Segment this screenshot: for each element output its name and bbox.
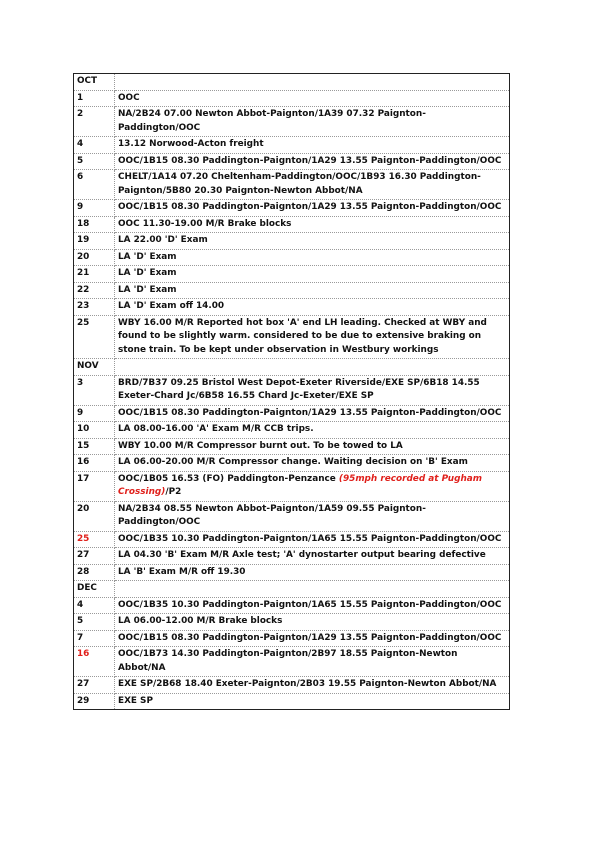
working-cell [115, 438, 510, 455]
log-row [74, 647, 510, 677]
working-text: OOC [118, 92, 140, 103]
log-row [74, 501, 510, 531]
working-cell [115, 107, 510, 137]
working-cell [115, 137, 510, 154]
day-cell: 9 [74, 405, 115, 422]
day-cell: 20 [74, 501, 115, 531]
log-row [74, 200, 510, 217]
log-row [74, 137, 510, 154]
day-cell: 23 [74, 299, 115, 316]
day-cell: 20 [74, 249, 115, 266]
log-row [74, 170, 510, 200]
day-cell: 7 [74, 630, 115, 647]
month-header-row [74, 581, 510, 598]
day-cell: 4 [74, 137, 115, 154]
working-text: LA 'D' Exam [118, 251, 177, 262]
working-text: BRD/7B37 09.25 Bristol West Depot-Exeter Riverside/EXE SP/6B18 14.55 Exeter-Chard Jc/6B58 16.55 Chard Jc-Exeter/EXE SP [118, 377, 480, 401]
day-cell: 22 [74, 282, 115, 299]
working-text: OOC/1B15 08.30 Paddington-Paignton/1A29 13.55 Paignton-Paddington/OOC [118, 407, 502, 418]
working-text: LA 22.00 'D' Exam [118, 235, 208, 245]
log-row [74, 564, 510, 581]
working-text: OOC/1B05 16.53 (FO) Paddington-Penzance [118, 473, 339, 484]
working-cell [115, 249, 510, 266]
log-row [74, 405, 510, 422]
working-cell [115, 581, 510, 598]
working-text: WBY 10.00 M/R Compressor burnt out. To be towed to LA [118, 440, 403, 451]
log-row [74, 282, 510, 299]
working-text: CHELT/1A14 07.20 Cheltenham-Paddington/OOC/1B93 16.30 Paddington-Paignton/5B80 20.30 Paignton-Newton Abbot/NA [118, 172, 481, 196]
day-cell: 9 [74, 200, 115, 217]
working-cell [115, 422, 510, 439]
log-row [74, 153, 510, 170]
working-text: LA 'B' Exam M/R off 19.30 [118, 566, 246, 577]
month-label: OCT [74, 74, 115, 91]
working-cell [115, 630, 510, 647]
working-text: LA 08.00-16.00 'A' Exam M/R CCB trips. [118, 424, 314, 434]
working-text: NA/2B34 08.55 Newton Abbot-Paignton/1A59 09.55 Paignton-Paddington/OOC [118, 503, 426, 527]
working-text: OOC/1B73 14.30 Paddington-Paignton/2B97 18.55 Paignton-Newton Abbot/NA [118, 649, 458, 673]
working-cell [115, 693, 510, 710]
working-cell [115, 614, 510, 631]
working-cell [115, 647, 510, 677]
working-text: LA 04.30 'B' Exam M/R Axle test; 'A' dynostarter output bearing defective [118, 550, 486, 560]
month-header-row [74, 74, 510, 91]
log-row [74, 216, 510, 233]
log-row [74, 548, 510, 565]
log-row [74, 614, 510, 631]
working-text: LA 'D' Exam [118, 284, 177, 295]
working-text: LA 06.00-12.00 M/R Brake blocks [118, 616, 283, 626]
working-cell [115, 315, 510, 359]
working-cell [115, 266, 510, 283]
working-cell [115, 74, 510, 91]
day-cell: 16 [74, 455, 115, 472]
working-cell [115, 233, 510, 250]
day-cell: 25 [74, 315, 115, 359]
day-cell: 18 [74, 216, 115, 233]
day-cell: 1 [74, 90, 115, 107]
day-cell: 10 [74, 422, 115, 439]
working-text: LA 'D' Exam off 14.00 [118, 301, 225, 311]
day-cell: 2 [74, 107, 115, 137]
log-row [74, 471, 510, 501]
working-cell [115, 455, 510, 472]
log-row [74, 233, 510, 250]
working-cell [115, 200, 510, 217]
day-cell: 28 [74, 564, 115, 581]
working-text: LA 06.00-20.00 M/R Compressor change. Waiting decision on 'B' Exam [118, 457, 468, 467]
speed-note: (95mph recorded at Pugham Crossing) [118, 473, 483, 497]
working-cell [115, 90, 510, 107]
working-cell [115, 564, 510, 581]
log-row [74, 677, 510, 694]
month-label: NOV [74, 359, 115, 376]
day-cell: 5 [74, 614, 115, 631]
working-text: EXE SP/2B68 18.40 Exeter-Paignton/2B03 19.55 Paignton-Newton Abbot/NA [118, 679, 497, 689]
working-text: OOC/1B35 10.30 Paddington-Paignton/1A65 15.55 Paignton-Paddington/OOC [118, 599, 502, 610]
day-cell: 29 [74, 693, 115, 710]
day-cell: 16 [74, 647, 115, 677]
log-row [74, 630, 510, 647]
working-text: OOC/1B15 08.30 Paddington-Paignton/1A29 13.55 Paignton-Paddington/OOC [118, 632, 502, 643]
day-cell: 5 [74, 153, 115, 170]
log-row [74, 266, 510, 283]
log-row [74, 531, 510, 548]
workings-log-body [74, 74, 510, 710]
working-text: WBY 16.00 M/R Reported hot box 'A' end LH leading. Checked at WBY and found to be slightly warm. considered to be due to extensive braking on stone train. To be kept under observation in Westbury workings [118, 317, 487, 355]
working-cell [115, 597, 510, 614]
month-header-row [74, 359, 510, 376]
log-row [74, 249, 510, 266]
working-text: OOC 11.30-19.00 M/R Brake blocks [118, 218, 292, 229]
working-text: OOC/1B15 08.30 Paddington-Paignton/1A29 13.55 Paignton-Paddington/OOC [118, 155, 502, 166]
working-text: OOC/1B15 08.30 Paddington-Paignton/1A29 13.55 Paignton-Paddington/OOC [118, 202, 502, 212]
working-cell [115, 548, 510, 565]
day-cell: 19 [74, 233, 115, 250]
working-cell [115, 170, 510, 200]
working-text: LA 'D' Exam [118, 268, 177, 278]
day-cell: 3 [74, 375, 115, 405]
day-cell: 27 [74, 677, 115, 694]
working-cell [115, 375, 510, 405]
working-cell [115, 216, 510, 233]
working-cell [115, 531, 510, 548]
log-row [74, 90, 510, 107]
working-cell [115, 299, 510, 316]
month-label: DEC [74, 581, 115, 598]
log-row [74, 422, 510, 439]
day-cell: 15 [74, 438, 115, 455]
working-cell [115, 501, 510, 531]
working-cell [115, 359, 510, 376]
day-cell: 17 [74, 471, 115, 501]
log-row [74, 455, 510, 472]
log-row [74, 438, 510, 455]
day-cell: 27 [74, 548, 115, 565]
day-cell: 25 [74, 531, 115, 548]
day-cell: 4 [74, 597, 115, 614]
working-cell [115, 471, 510, 501]
log-row [74, 375, 510, 405]
working-cell [115, 153, 510, 170]
log-row [74, 107, 510, 137]
working-text: NA/2B24 07.00 Newton Abbot-Paignton/1A39 07.32 Paignton-Paddington/OOC [118, 109, 426, 133]
working-cell [115, 677, 510, 694]
log-row [74, 597, 510, 614]
day-cell: 21 [74, 266, 115, 283]
workings-log-table [73, 73, 510, 710]
working-text-tail: /P2 [165, 487, 182, 497]
log-row [74, 299, 510, 316]
log-row [74, 693, 510, 710]
working-cell [115, 282, 510, 299]
working-cell [115, 405, 510, 422]
working-text: OOC/1B35 10.30 Paddington-Paignton/1A65 15.55 Paignton-Paddington/OOC [118, 533, 502, 544]
day-cell: 6 [74, 170, 115, 200]
working-text: 13.12 Norwood-Acton freight [118, 139, 264, 149]
working-text: EXE SP [118, 695, 153, 706]
log-row [74, 315, 510, 359]
